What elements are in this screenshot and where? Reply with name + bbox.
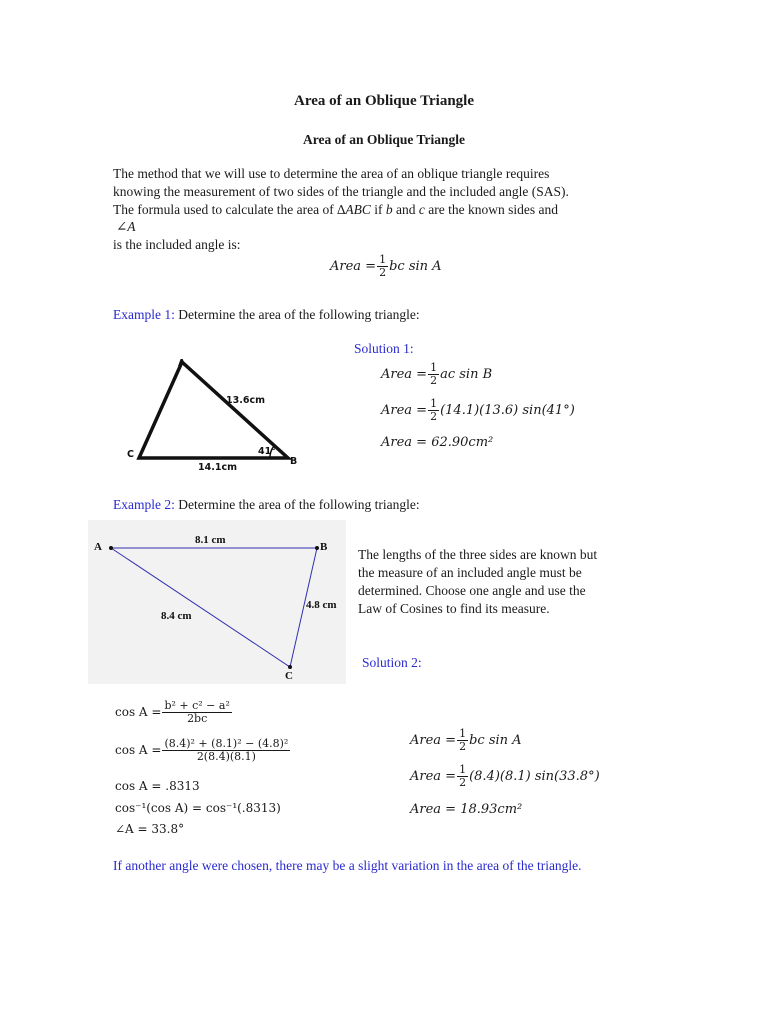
- cos2-den: 2(8.4)(8.1): [196, 750, 256, 763]
- cos-line-3: cos A = .8313: [115, 779, 200, 793]
- cos-line-5: ∠A = 33.8°: [115, 822, 185, 836]
- sol1-l2-den: 2: [430, 410, 438, 423]
- intro-line-3: [113, 201, 558, 219]
- variable-b: b: [385, 202, 393, 217]
- sol1-l1-rhs: ac sin B: [440, 367, 493, 382]
- ex2-side-bc-label: 4.8 cm: [306, 599, 337, 611]
- area2-l1-den: 2: [459, 740, 467, 753]
- variable-c: c: [418, 202, 425, 217]
- sol1-l1-den: 2: [430, 374, 438, 387]
- cos-line-4: cos⁻¹(cos A) = cos⁻¹(.8313): [115, 801, 281, 815]
- area2-l1-rhs: bc sin A: [469, 733, 522, 748]
- example-2-explanation: The lengths of the three sides are known but the measure of an included angle must be determined. Choose one angle and use the Law of Cosines to find its measure.: [358, 547, 598, 616]
- ex2-vertex-b: B: [320, 541, 328, 553]
- area2-l2-lhs: Area =: [410, 769, 457, 784]
- ex1-vertex-c: C: [127, 449, 134, 460]
- ex2-side-ab-label: 8.1 cm: [195, 534, 226, 546]
- page-subtitle: Area of an Oblique Triangle: [302, 132, 465, 147]
- sol1-l1-fraction: [428, 362, 439, 387]
- example-1-label: Example 1:: [113, 307, 175, 322]
- sol1-l2-rhs: (14.1)(13.6) sin(41°): [440, 403, 575, 418]
- example-1-triangle-figure: [118, 352, 308, 474]
- sol1-l2-num: 1: [430, 397, 438, 410]
- area2-l2-fraction: [457, 764, 468, 789]
- example-2-text: Determine the area of the following triangle:: [178, 497, 420, 512]
- area-formula-num: 1: [379, 253, 387, 266]
- area2-line-2: [410, 764, 600, 789]
- area-formula-den: 2: [379, 266, 387, 279]
- vertex-b-dot: [315, 546, 319, 550]
- intro-line-3-a: The formula used to calculate the area of: [113, 202, 334, 217]
- ex2-vertex-c: C: [285, 670, 293, 682]
- intro-line-1: The method that we will use to determine the area of an oblique triangle requires: [113, 166, 550, 181]
- vertex-c-dot: [288, 665, 292, 669]
- vertex-a-dot: [109, 546, 113, 550]
- sol1-l1-lhs: Area =: [381, 367, 428, 382]
- area2-l2-num: 1: [459, 763, 467, 776]
- cos-line-2: [115, 738, 291, 763]
- area2-line-3: Area = 18.93cm²: [410, 802, 523, 817]
- ex1-vertex-a: A: [178, 358, 186, 369]
- example-1-text: Determine the area of the following triangle:: [178, 307, 420, 322]
- ex1-side-ab-label: 13.6cm: [226, 395, 265, 406]
- intro-line-4: is the included angle is:: [113, 237, 241, 252]
- area2-l1-lhs: Area =: [410, 733, 457, 748]
- area2-l2-rhs: (8.4)(8.1) sin(33.8°): [469, 769, 600, 784]
- intro-line-3-d: are the known sides and: [428, 202, 559, 217]
- area-formula: [330, 254, 442, 279]
- intro-line-3-b: if: [374, 202, 383, 217]
- example-1-triangle: [139, 362, 288, 458]
- ex2-side-ac-label: 8.4 cm: [161, 610, 192, 622]
- cos1-den: 2bc: [187, 712, 208, 725]
- area2-line-1: [410, 728, 522, 753]
- area2-l2-den: 2: [459, 776, 467, 789]
- solution-1-line-2: [381, 398, 575, 423]
- cos2-fraction: [162, 738, 290, 763]
- solution-1-line-3: Area = 62.90cm²: [381, 435, 494, 450]
- cos-line-1: [115, 700, 233, 725]
- cos1-num: b² + c² − a²: [164, 699, 230, 712]
- sol1-l2-fraction: [428, 398, 439, 423]
- area-formula-fraction: [377, 254, 388, 279]
- area2-l1-num: 1: [459, 727, 467, 740]
- solution-1-label: Solution 1:: [354, 341, 414, 356]
- solution-1-line-1: [381, 362, 492, 387]
- page-title: Area of an Oblique Triangle: [293, 93, 474, 109]
- closing-note: If another angle were chosen, there may be a slight variation in the area of the triangle.: [113, 858, 582, 873]
- angle-a-symbol: ∠A: [116, 219, 136, 234]
- area-formula-rhs: bc sin A: [389, 259, 442, 274]
- solution-2-label: Solution 2:: [362, 655, 422, 670]
- area-formula-lhs: Area =: [330, 259, 377, 274]
- example-2-heading: [113, 496, 420, 514]
- intro-line-3-c: and: [396, 202, 416, 217]
- cos2-num: (8.4)² + (8.1)² − (4.8)²: [164, 737, 289, 750]
- ex1-angle-b-label: 41°: [258, 446, 276, 457]
- example-1-heading: [113, 306, 420, 324]
- example-2-triangle-figure: [88, 520, 346, 684]
- cos1-lhs: cos A =: [115, 705, 162, 719]
- cos1-fraction: [162, 700, 231, 725]
- triangle-abc-symbol: ∆ABC: [337, 202, 371, 217]
- cos2-lhs: cos A =: [115, 743, 162, 757]
- sol1-l2-lhs: Area =: [381, 403, 428, 418]
- ex1-side-cb-label: 14.1cm: [198, 462, 237, 473]
- area2-l1-fraction: [457, 728, 468, 753]
- ex2-vertex-a: A: [94, 541, 102, 553]
- ex1-vertex-b: B: [290, 456, 298, 467]
- example-2-label: Example 2:: [113, 497, 175, 512]
- intro-line-2: knowing the measurement of two sides of the triangle and the included angle (SAS).: [113, 184, 569, 199]
- sol1-l1-num: 1: [430, 361, 438, 374]
